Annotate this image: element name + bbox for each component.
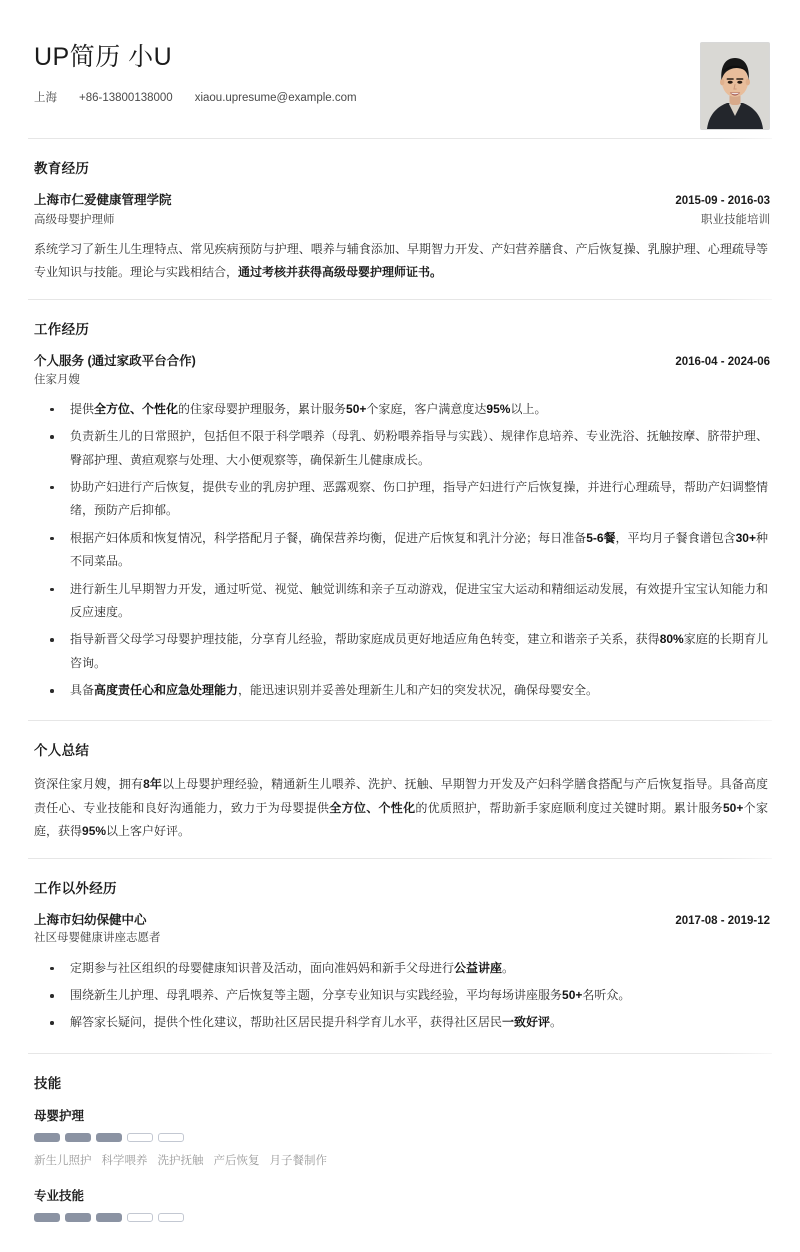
education-entry-head [34, 191, 772, 210]
extra-entry-sub [34, 930, 772, 947]
skill-segment-filled [96, 1213, 122, 1222]
section-summary [28, 721, 772, 857]
page-title: UP简历 小U [34, 43, 173, 71]
skill-tag-list [34, 1152, 772, 1170]
skill-group [28, 1106, 772, 1170]
skill-tag: 科学喂养 [101, 1154, 148, 1167]
skill-segment-empty [127, 1213, 153, 1222]
skill-groups [28, 1106, 772, 1222]
section-title-summary: 个人总结 [34, 743, 90, 759]
contact-phone: +86-13800138000 [79, 92, 173, 104]
skill-tag: 产后恢复 [213, 1154, 260, 1167]
skill-segment-empty [158, 1133, 184, 1142]
list-item: 解答家长疑问，提供个性化建议，帮助社区居民提升科学育儿水平，获得社区居民一致好评。 [34, 1011, 772, 1034]
list-item: 提供全方位、个性化的住家母婴护理服务，累计服务50+个家庭，客户满意度达95%以上。 [34, 398, 772, 421]
skill-tag: 新生儿照护 [34, 1154, 92, 1167]
contact-email: xiaou.upresume@example.com [194, 92, 357, 104]
section-title-skills: 技能 [34, 1075, 62, 1091]
education-date: 2015-09 - 2016-03 [675, 195, 770, 207]
work-date: 2016-04 - 2024-06 [675, 355, 770, 368]
extra-entry-head [34, 911, 772, 930]
extra-role: 社区母婴健康讲座志愿者 [34, 932, 161, 945]
section-title-education: 教育经历 [34, 161, 90, 176]
list-item: 负责新生儿的日常照护，包括但不限于科学喂养（母乳、奶粉喂养指导与实践）、规律作息培养、专业洗浴、抚触按摩、脐带护理、臀部护理、黄疸观察与处理、大小便观察等，确保新生儿健康成长。 [34, 425, 772, 472]
list-item: 围绕新生儿护理、母乳喂养、产后恢复等主题，分享专业知识与实践经验，平均每场讲座服务50+名听众。 [34, 984, 772, 1007]
skill-group-name: 专业技能 [34, 1189, 85, 1204]
skill-segment-filled [65, 1213, 91, 1222]
list-item: 具备高度责任心和应急处理能力，能迅速识别并妥善处理新生儿和产妇的突发状况，确保母婴安全。 [34, 679, 772, 702]
extra-date: 2017-08 - 2019-12 [675, 914, 770, 927]
list-item: 定期参与社区组织的母婴健康知识普及活动，面向准妈妈和新手父母进行公益讲座。 [34, 957, 772, 980]
work-org: 个人服务 (通过家政平台合作) [34, 353, 196, 368]
contact-row [34, 90, 700, 106]
section-skills [28, 1054, 772, 1252]
extra-org: 上海市妇幼保健中心 [34, 912, 147, 927]
list-item: 进行新生儿早期智力开发，通过听觉、视觉、触觉训练和亲子互动游戏，促进宝宝大运动和精细运动发展，有效提升宝宝认知能力和反应速度。 [34, 578, 772, 625]
header-identity [28, 42, 700, 106]
resume-header [28, 0, 772, 138]
education-entry-sub [34, 211, 772, 229]
contact-location: 上海 [34, 92, 57, 104]
section-work [28, 300, 772, 721]
skill-group [28, 1186, 772, 1222]
list-item: 协助产妇进行产后恢复，提供专业的乳房护理、恶露观察、伤口护理，指导产妇进行产后恢复操，并进行心理疏导，帮助产妇调整情绪，预防产后抑郁。 [34, 476, 772, 523]
education-entry [28, 191, 772, 285]
skill-segment-empty [127, 1133, 153, 1142]
extra-bullet-list [34, 957, 772, 1035]
education-meta: 职业技能培训 [701, 213, 770, 226]
list-item: 根据产妇体质和恢复情况，科学搭配月子餐，确保营养均衡，促进产后恢复和乳汁分泌；每日准备5-6餐，平均月子餐食谱包含30+种不同菜品。 [34, 527, 772, 574]
work-role: 住家月嫂 [34, 373, 80, 386]
section-extra [28, 859, 772, 1053]
section-title-extra: 工作以外经历 [34, 880, 117, 896]
skill-segment-filled [96, 1133, 122, 1142]
skill-group-name: 母婴护理 [34, 1108, 85, 1123]
skill-tag: 洗护抚触 [157, 1154, 204, 1167]
work-bullet-list [34, 398, 772, 703]
skill-level-bar [34, 1213, 772, 1222]
list-item: 指导新晋父母学习母婴护理技能，分享育儿经验，帮助家庭成员更好地适应角色转变，建立和谐亲子关系，获得80%家庭的长期育儿咨询。 [34, 628, 772, 675]
section-title-work: 工作经历 [34, 321, 90, 337]
skill-segment-filled [34, 1133, 60, 1142]
skill-segment-empty [158, 1213, 184, 1222]
skill-segment-filled [34, 1213, 60, 1222]
work-entry-head [34, 352, 772, 371]
section-education [28, 139, 772, 299]
extra-entry [28, 911, 772, 1035]
work-entry [28, 352, 772, 703]
work-entry-sub [34, 372, 772, 389]
summary-text: 资深住家月嫂，拥有8年以上母婴护理经验，精通新生儿喂养、洗护、抚触、早期智力开发及产妇科学膳食搭配与产后恢复指导。具备高度责任心、专业技能和良好沟通能力，致力于为母婴提供全方位、个性化的优质照护，帮助新手家庭顺利度过关键时期。累计服务50+个家庭，获得95%以上客户好评。 [34, 777, 768, 839]
skill-segment-filled [65, 1133, 91, 1142]
skill-tag: 月子餐制作 [269, 1154, 327, 1167]
education-description: 系统学习了新生儿生理特点、常见疾病预防与护理、喂养与辅食添加、早期智力开发、产妇营养膳食、产后恢复操、乳腺护理、心理疏导等专业知识与技能。理论与实践相结合，通过考核并获得高级母婴护理师证书。 [34, 242, 768, 280]
education-org: 上海市仁爱健康管理学院 [34, 193, 172, 207]
avatar [700, 42, 770, 130]
education-role: 高级母婴护理师 [34, 213, 115, 226]
skill-level-bar [34, 1133, 772, 1142]
